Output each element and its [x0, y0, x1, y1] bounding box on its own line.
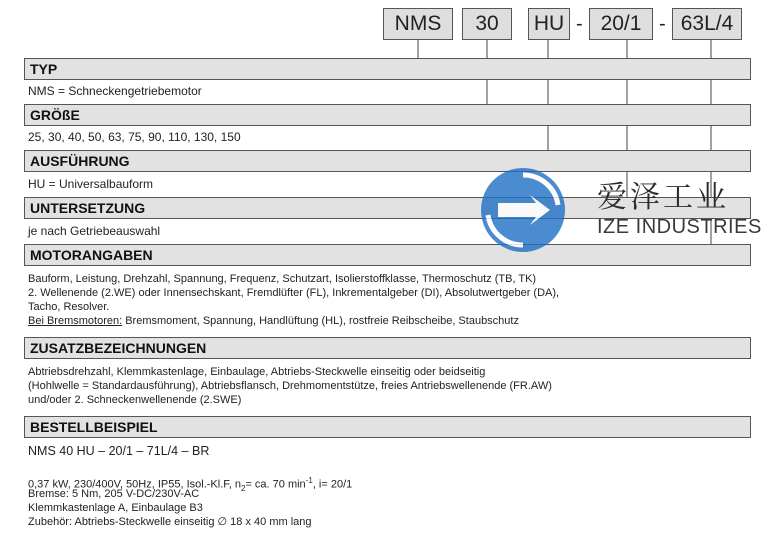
zusatz-line: und/oder 2. Schneckenwellenende (2.SWE): [28, 394, 242, 406]
brake-text: Bremsmoment, Spannung, Handlüftung (HL), rostfreie Reibscheibe, Staubschutz: [122, 315, 519, 327]
code-box-motor: 63L/4: [672, 8, 742, 40]
motorangaben-line: 2. Wellenende (2.WE) oder Innensechskant, Fremdlüfter (FL), Inkrementalgeber (DI), Absolutwertgeber (DA),: [28, 287, 560, 299]
code-separator: -: [659, 13, 666, 35]
zusatz-line: (Hohlwelle = Standardausführung), Abtriebsflansch, Drehmomentstütze, freies Antriebswellenende (FR.AW): [28, 380, 552, 392]
section-header-bestell: BESTELLBEISPIEL: [24, 416, 751, 438]
section-text-untersetzung: je nach Getriebeauswahl: [28, 224, 161, 238]
zusatz-line: Abtriebsdrehzahl, Klemmkastenlage, Einbaulage, Abtriebs-Steckwelle einseitig oder beidseitig: [28, 366, 486, 378]
section-header-motorangaben: MOTORANGABEN: [24, 244, 751, 266]
order-spec-line: Klemmkastenlage A, Einbaulage B3: [28, 502, 203, 514]
brake-label: Bei Bremsmotoren:: [28, 315, 123, 327]
spec-text: , i= 20/1: [312, 478, 353, 491]
section-header-ausfuehrung: AUSFÜHRUNG: [24, 150, 751, 172]
motorangaben-line: Bauform, Leistung, Drehzahl, Spannung, Frequenz, Schutzart, Isolierstoffklasse, Thermoschutz (TB, TK): [28, 273, 537, 285]
spec-superscript: -1: [305, 476, 313, 485]
order-spec-line: Bremse: 5 Nm, 205 V-DC/230V-AC: [28, 488, 200, 500]
order-example: NMS 40 HU – 20/1 – 71L/4 – BR: [28, 444, 210, 458]
motorangaben-line: Tacho, Resolver.: [28, 301, 110, 313]
code-box-size: 30: [462, 8, 512, 40]
section-text-ausfuehrung: HU = Universalbauform: [28, 177, 154, 191]
watermark-cn: 爱泽工业: [597, 180, 729, 215]
section-header-zusatz: ZUSATZBEZEICHNUNGEN: [24, 337, 751, 359]
code-box-type: NMS: [383, 8, 453, 40]
section-header-typ: TYP: [24, 58, 751, 80]
order-spec-line: Zubehör: Abtriebs-Steckwelle einseitig ∅ 18 x 40 mm lang: [28, 516, 312, 528]
code-box-ratio: 20/1: [589, 8, 653, 40]
section-text-groesse: 25, 30, 40, 50, 63, 75, 90, 110, 130, 150: [28, 130, 241, 144]
section-header-groesse: GRÖßE: [24, 104, 751, 126]
ize-logo-icon: [478, 165, 568, 255]
spec-text: = ca. 70 min: [245, 478, 306, 491]
spec-subscript: 2: [241, 483, 246, 493]
spec-text: 0,37 kW, 230/400V, 50Hz, IP55, Isol.-Kl.F, n: [28, 478, 241, 491]
code-box-design: HU: [528, 8, 570, 40]
section-header-untersetzung: UNTERSETZUNG: [24, 197, 751, 219]
section-text-typ: NMS = Schneckengetriebemotor: [28, 84, 202, 98]
watermark-en: IZE INDUSTRIES: [597, 216, 762, 238]
motorangaben-brake-line: [28, 315, 519, 329]
code-separator: -: [576, 13, 583, 35]
